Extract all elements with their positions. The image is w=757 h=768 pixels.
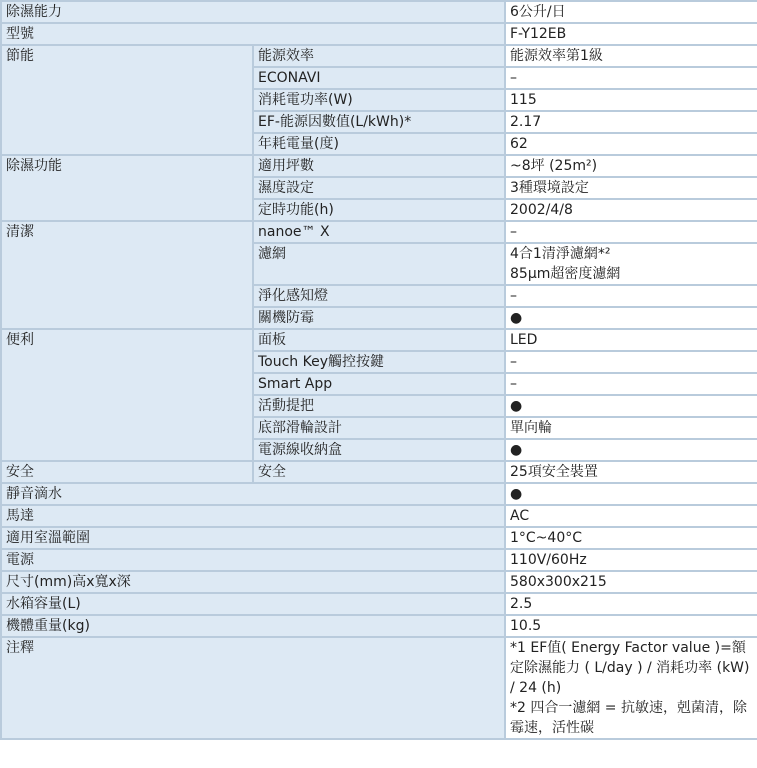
spec-value: ● bbox=[505, 307, 757, 329]
spec-sub-label: Touch Key觸控按鍵 bbox=[253, 351, 505, 373]
spec-sub-label: 面板 bbox=[253, 329, 505, 351]
spec-row-model bbox=[1, 23, 757, 45]
spec-value: 62 bbox=[505, 133, 757, 155]
spec-row-dehumidify-capacity bbox=[1, 1, 757, 23]
spec-sub-label: 關機防霉 bbox=[253, 307, 505, 329]
spec-row-coverage bbox=[1, 155, 757, 177]
spec-sub-label: 濾網 bbox=[253, 243, 505, 285]
spec-value: 1°C~40°C bbox=[505, 527, 757, 549]
spec-value: 3種環境設定 bbox=[505, 177, 757, 199]
spec-value: – bbox=[505, 67, 757, 89]
spec-value: 2.17 bbox=[505, 111, 757, 133]
spec-row-safety bbox=[1, 461, 757, 483]
spec-group-energy: 節能 bbox=[1, 45, 253, 155]
spec-value: 110V/60Hz bbox=[505, 549, 757, 571]
spec-row-tank bbox=[1, 593, 757, 615]
spec-label: 除濕能力 bbox=[1, 1, 505, 23]
spec-label: 型號 bbox=[1, 23, 505, 45]
spec-value: 能源效率第1級 bbox=[505, 45, 757, 67]
spec-group-convenience: 便利 bbox=[1, 329, 253, 461]
spec-row-quiet-drip bbox=[1, 483, 757, 505]
spec-sub-label: nanoe™ X bbox=[253, 221, 505, 243]
spec-label: 電源 bbox=[1, 549, 505, 571]
spec-label: 適用室溫範圍 bbox=[1, 527, 505, 549]
spec-row-panel bbox=[1, 329, 757, 351]
spec-sub-label: 活動提把 bbox=[253, 395, 505, 417]
spec-value: 25項安全裝置 bbox=[505, 461, 757, 483]
spec-sub-label: Smart App bbox=[253, 373, 505, 395]
spec-group-dehumidify: 除濕功能 bbox=[1, 155, 253, 221]
spec-value: 580x300x215 bbox=[505, 571, 757, 593]
spec-label: 馬達 bbox=[1, 505, 505, 527]
spec-value: ● bbox=[505, 483, 757, 505]
spec-sub-label: 能源效率 bbox=[253, 45, 505, 67]
spec-sub-label: 年耗電量(度) bbox=[253, 133, 505, 155]
spec-value: 115 bbox=[505, 89, 757, 111]
spec-value: 10.5 bbox=[505, 615, 757, 637]
spec-sub-label: 濕度設定 bbox=[253, 177, 505, 199]
spec-sub-label: 電源線收納盒 bbox=[253, 439, 505, 461]
spec-value: ~8坪 (25m²) bbox=[505, 155, 757, 177]
note-1: *1 EF值( Energy Factor value )=額定除濕能力 ( L/day ) / 消耗功率 (kW) / 24 (h) bbox=[510, 640, 750, 696]
spec-sub-label: 定時功能(h) bbox=[253, 199, 505, 221]
spec-value: – bbox=[505, 221, 757, 243]
spec-row-temp-range bbox=[1, 527, 757, 549]
spec-value: LED bbox=[505, 329, 757, 351]
spec-row-dimensions bbox=[1, 571, 757, 593]
spec-row-motor bbox=[1, 505, 757, 527]
spec-value: ● bbox=[505, 395, 757, 417]
spec-sub-label: 淨化感知燈 bbox=[253, 285, 505, 307]
spec-row-nanoe bbox=[1, 221, 757, 243]
spec-row-notes bbox=[1, 637, 757, 739]
spec-value: – bbox=[505, 351, 757, 373]
spec-value: 2.5 bbox=[505, 593, 757, 615]
spec-sub-label: 安全 bbox=[253, 461, 505, 483]
filter-line-1: 4合1清淨濾網*² bbox=[510, 246, 611, 262]
spec-sub-label: ECONAVI bbox=[253, 67, 505, 89]
spec-value: F-Y12EB bbox=[505, 23, 757, 45]
spec-label: 靜音滴水 bbox=[1, 483, 505, 505]
spec-value: – bbox=[505, 285, 757, 307]
spec-label: 注釋 bbox=[1, 637, 505, 739]
spec-value: 2002/4/8 bbox=[505, 199, 757, 221]
spec-label: 機體重量(kg) bbox=[1, 615, 505, 637]
note-2: *2 四合一濾網 = 抗敏速，剋菌清，除霉速，活性碳 bbox=[510, 700, 747, 736]
spec-sub-label: 適用坪數 bbox=[253, 155, 505, 177]
spec-row-weight bbox=[1, 615, 757, 637]
spec-group-safety: 安全 bbox=[1, 461, 253, 483]
spec-value: AC bbox=[505, 505, 757, 527]
spec-value: ● bbox=[505, 439, 757, 461]
spec-value: – bbox=[505, 373, 757, 395]
filter-line-2: 85μm超密度濾網 bbox=[510, 266, 621, 282]
spec-row-power-supply bbox=[1, 549, 757, 571]
spec-sub-label: 消耗電功率(W) bbox=[253, 89, 505, 111]
spec-label: 水箱容量(L) bbox=[1, 593, 505, 615]
spec-value: 單向輪 bbox=[505, 417, 757, 439]
spec-notes bbox=[505, 637, 757, 739]
spec-row-efficiency bbox=[1, 45, 757, 67]
spec-value: 6公升/日 bbox=[505, 1, 757, 23]
spec-value bbox=[505, 243, 757, 285]
spec-group-clean: 清潔 bbox=[1, 221, 253, 329]
spec-sub-label: 底部滑輪設計 bbox=[253, 417, 505, 439]
spec-sub-label: EF-能源因數值(L/kWh)* bbox=[253, 111, 505, 133]
spec-label: 尺寸(mm)高x寬x深 bbox=[1, 571, 505, 593]
